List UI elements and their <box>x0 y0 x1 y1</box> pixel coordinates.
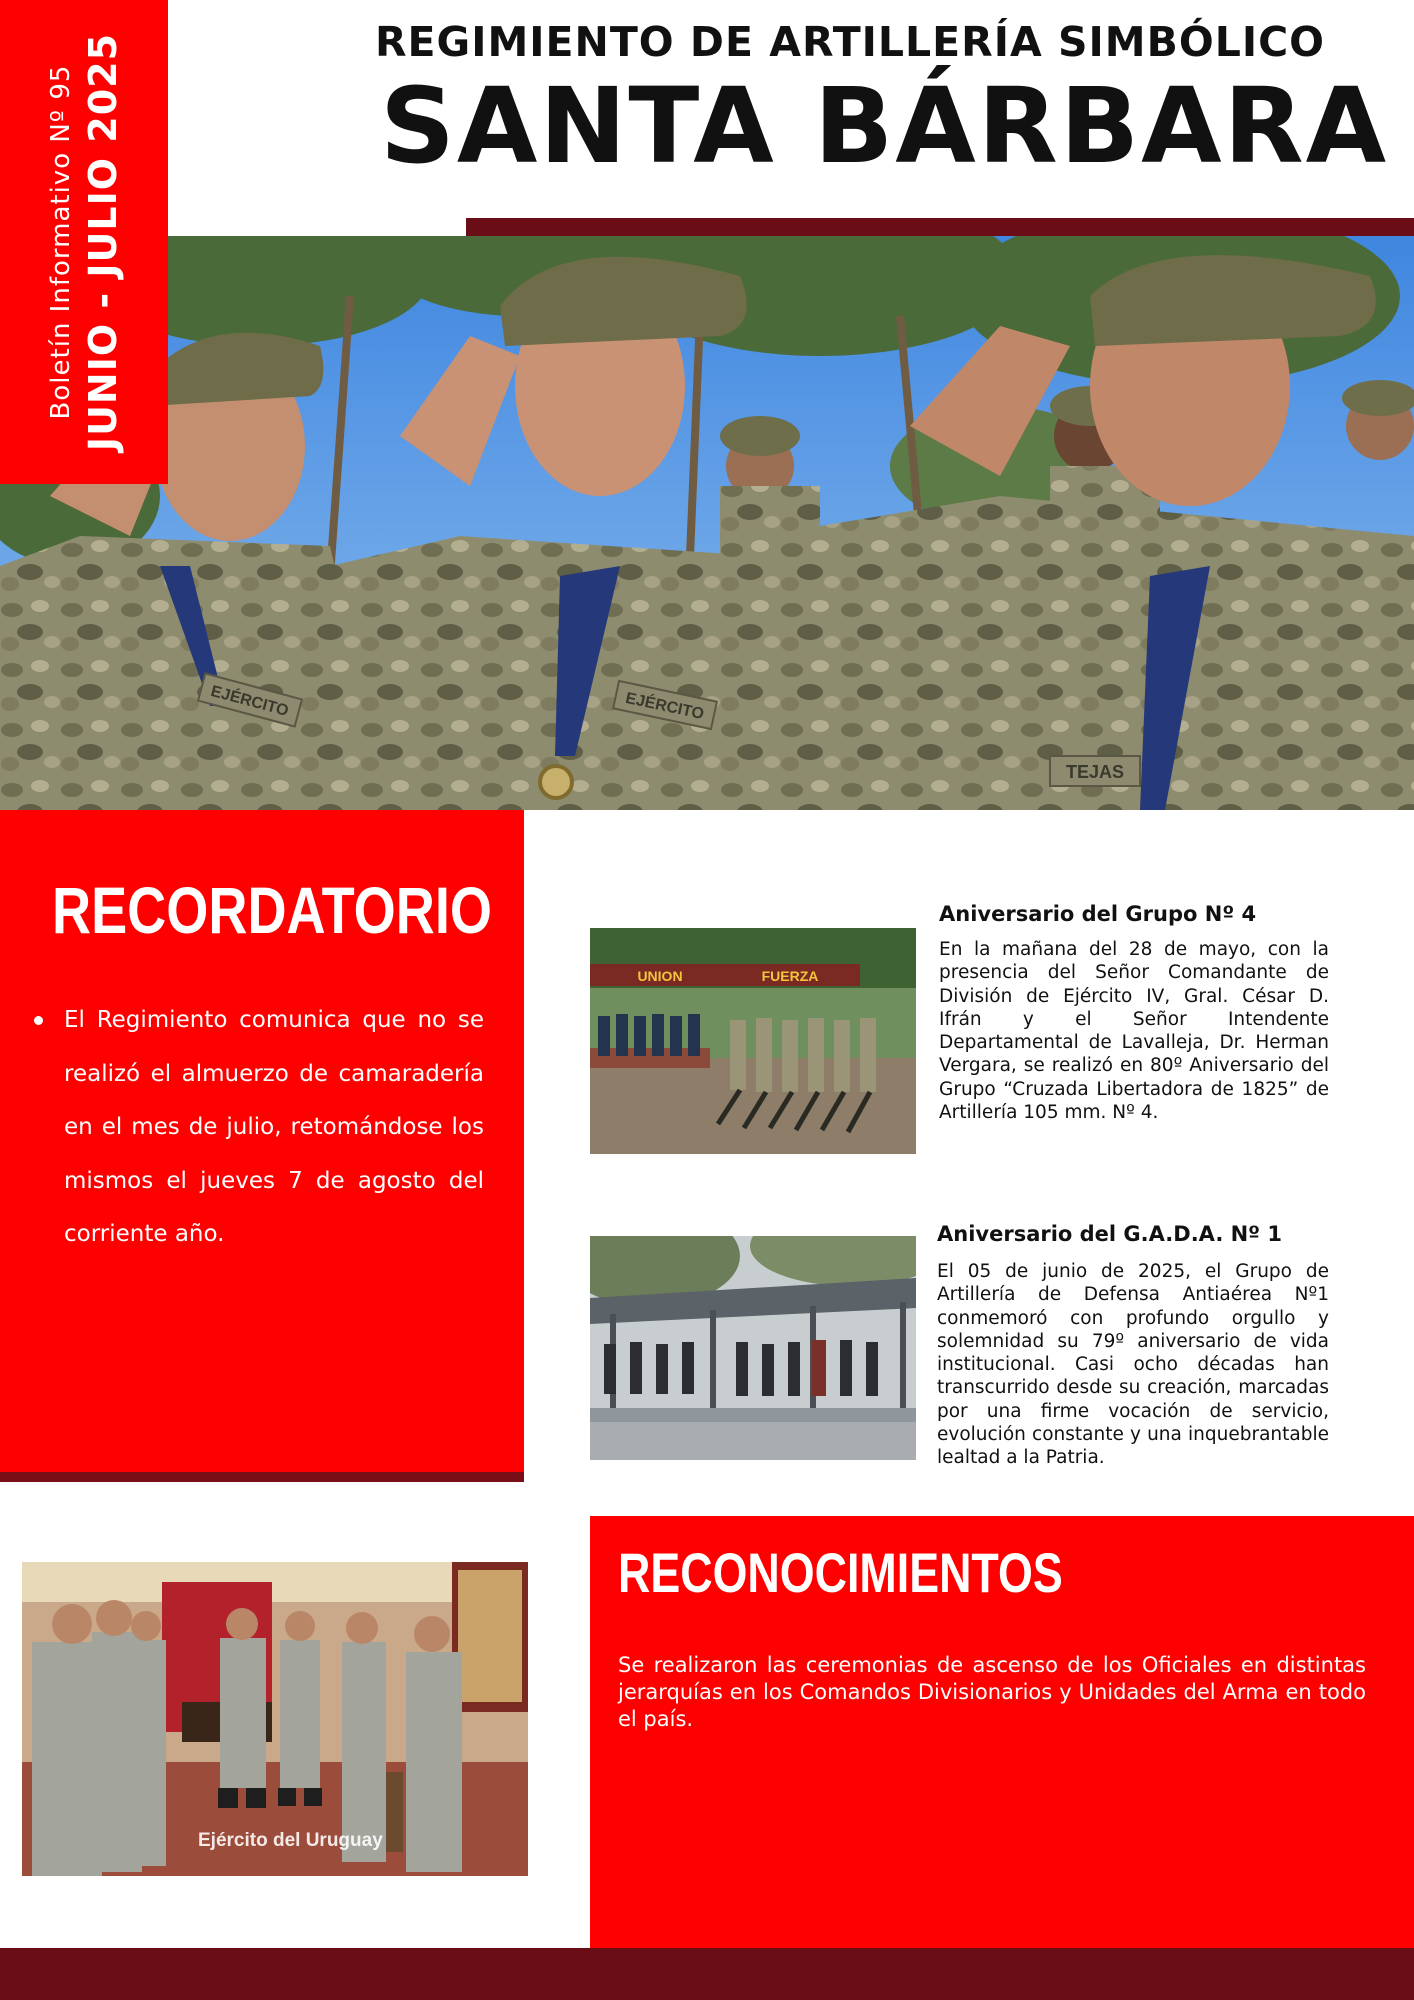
article-1-body: En la mañana del 28 de mayo, con la presencia del Señor Comandante de División de Ejército IV, Gral. César D. Ifrán y el Señor Intendente Departamental de Lavalleja, Dr. Herman Vergara, se realizó en 80º Aniversario del Grupo “Cruzada Libertadora de 1825” de Artillería 105 mm. Nº 4. <box>939 939 1329 1124</box>
recordatorio-text: El Regimiento comunica que no se realizó el almuerzo de camaradería en el mes de julio, retomándose los mismos el jueves 7 de agosto del corriente año. <box>64 1007 484 1247</box>
article-2-body: El 05 de junio de 2025, el Grupo de Artillería de Defensa Antiaérea Nº1 conmemoró con profundo orgullo y solemnidad su 79º aniversario de vida institucional. Casi ocho décadas han transcurrido desde su creación, marcadas por una firme vocación de servicio, evolución constante y una inquebrantable lealtad a la Patria. <box>937 1261 1329 1469</box>
name-tape-1: EJÉRCITO <box>208 682 291 720</box>
header-title: SANTA BÁRBARA <box>380 65 1389 187</box>
header-subtitle: REGIMIENTO DE ARTILLERÍA SIMBÓLICO <box>374 18 1326 66</box>
article-2-title: Aniversario del G.A.D.A. Nº 1 <box>937 1222 1282 1246</box>
issue-tab <box>0 0 168 484</box>
recordatorio-item <box>28 994 484 1262</box>
name-tape-3: TEJAS <box>1065 762 1125 782</box>
bulletin-period: JUNIO - JULIO 2025 <box>81 32 125 452</box>
hero-photo <box>0 236 1414 810</box>
photo-watermark: Ejército del Uruguay <box>198 1830 383 1851</box>
reconocimientos-photo <box>22 1562 528 1876</box>
article-1-sign-left: UNION <box>637 968 683 984</box>
bulletin-number: Boletín Informativo Nº 95 <box>46 64 76 420</box>
bullet-dot-icon <box>34 1016 43 1025</box>
article-1-sign-right: FUERZA <box>761 968 819 984</box>
name-tape-2: EJÉRCITO <box>623 689 706 724</box>
header-divider <box>466 218 1414 238</box>
recordatorio-heading: RECORDATORIO <box>52 873 492 947</box>
article-1-title: Aniversario del Grupo Nº 4 <box>939 902 1257 926</box>
reconocimientos-heading: RECONOCIMIENTOS <box>618 1541 1063 1604</box>
article-2-photo <box>590 1236 916 1460</box>
issue-tab-text <box>42 12 126 472</box>
reconocimientos-text: Se realizaron las ceremonias de ascenso de los Oficiales en distintas jerarquías en los Comandos Divisionarios y Unidades del Arma en todo el país. <box>618 1653 1366 1731</box>
article-1-photo <box>590 928 916 1154</box>
footer-bar <box>0 1948 1414 2000</box>
recordatorio-panel-shadow <box>0 1472 524 1482</box>
